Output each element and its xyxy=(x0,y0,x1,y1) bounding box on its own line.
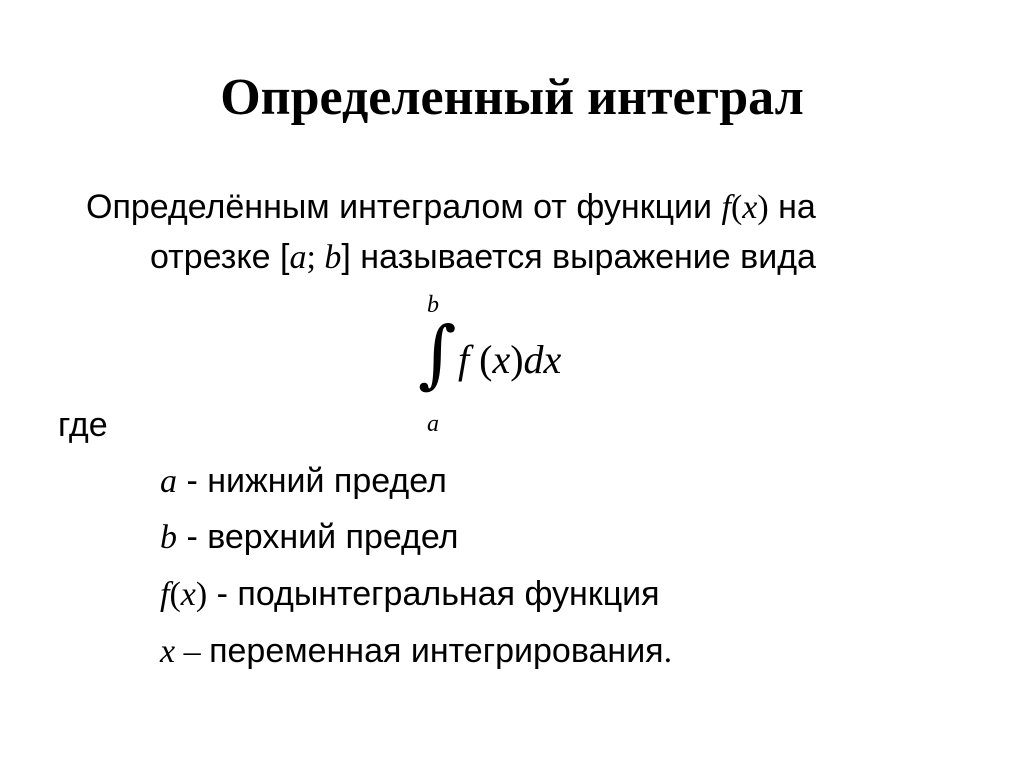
item-symbol: b xyxy=(160,519,177,556)
item-symbol-close: ) xyxy=(195,576,208,613)
variable-x: x xyxy=(742,189,758,226)
integral-sign: ∫ xyxy=(418,311,457,397)
item-description: - верхний предел xyxy=(177,518,459,556)
item-symbol: a xyxy=(160,463,177,500)
list-item xyxy=(160,460,447,503)
segment-a: a xyxy=(289,239,307,276)
item-symbol: x xyxy=(160,633,176,670)
integrand-f: f xyxy=(458,337,470,382)
paren-close: ) xyxy=(757,189,769,226)
lower-limit: a xyxy=(427,411,439,437)
definition-tail: на xyxy=(768,188,816,226)
segment-separator: ; xyxy=(306,239,325,276)
item-symbol-open: ( xyxy=(169,576,181,613)
item-symbol-x: x xyxy=(180,576,196,613)
function-f: f xyxy=(721,189,731,226)
upper-limit: b xyxy=(427,292,439,318)
definition-text: Определённым интегралом от функции xyxy=(86,188,722,226)
list-item xyxy=(160,573,660,616)
item-description: - подынтегральная функция xyxy=(207,575,660,613)
list-item xyxy=(160,630,672,673)
item-description: переменная интегрирования xyxy=(209,632,664,670)
integrand xyxy=(458,336,561,384)
list-item xyxy=(160,516,458,559)
integrand-x: x xyxy=(492,337,511,382)
where-label: где xyxy=(58,406,108,444)
integrand-close: ) xyxy=(510,337,524,382)
integrand-dx: dx xyxy=(523,337,562,382)
item-period: . xyxy=(663,633,673,670)
integrand-open: ( xyxy=(469,337,493,382)
segment-text: отрезке [ xyxy=(150,238,290,276)
segment-b: b xyxy=(324,239,342,276)
item-symbol-f: f xyxy=(160,576,170,613)
item-dash: – xyxy=(175,633,210,670)
segment-tail: ] называется выражение вида xyxy=(341,238,816,276)
item-description: - нижний предел xyxy=(177,462,447,500)
paren-open: ( xyxy=(730,189,743,226)
slide-title: Определенный интеграл xyxy=(220,69,804,126)
